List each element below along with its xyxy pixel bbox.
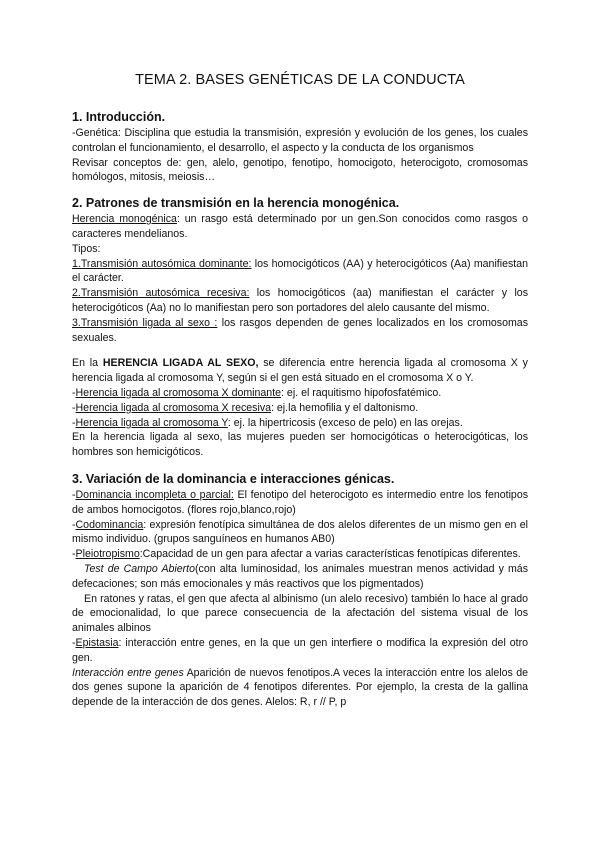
genetica-definition: -Genética: Disciplina que estudia la transmisión, expresión y evolución de los genes, los cuales controlan el funcionamiento, el desarrollo, el aspecto y la conducta de los organismos <box>72 127 528 154</box>
text: se diferencia entre herencia ligada al cromosoma X y herencia ligada al cromosoma Y, según si el gen está situado en el cromosoma X o Y. <box>72 357 528 385</box>
herencia-monogenica <box>72 212 528 242</box>
section-3-heading: 3. Variación de la dominancia e interacciones génicas. <box>72 471 395 486</box>
term: Herencia ligada al cromosoma Y <box>75 416 228 429</box>
dominancia-incompleta: -Dominancia incompleta o parcial: El fenotipo del heterocigoto es intermedio entre los fenotipos de ambos homocigotos. (flores rojo,blanco,rojo) <box>72 488 529 516</box>
text: En la <box>72 357 103 370</box>
term: Codominancia <box>75 518 144 531</box>
pleiotropismo: -Pleiotropismo:Capacidad de un gen para afectar a varias características fenotípicas diferentes. <box>72 548 521 561</box>
ratones-ratas: En ratones y ratas, el gen que afecta al albinismo (un alelo recesivo) también lo hace al grado de emocionalidad, lo que parece consecuencia de la afectación del sistema visual de los animales albinos <box>72 592 528 635</box>
definition: : ej. la hipertricosis (exceso de pelo) en las orejas. <box>227 416 463 429</box>
definition: El fenotipo del heterocigoto es intermedio entre los fenotipos de ambos homocigotos. (flores rojo,blanco,rojo) <box>72 488 529 516</box>
definition: : un rasgo está determinado por un gen.Son conocidos como rasgos o caracteres mendelianos. <box>72 213 528 240</box>
definition: los rasgos dependen de genes localizados en los cromosomas sexuales. <box>72 316 529 344</box>
italic-term: Interacción entre genes <box>72 666 184 679</box>
definition: los homocigóticos (AA) y heterocigóticos (Aa) manifiestan el carácter. <box>72 257 529 285</box>
ligada-x-dominante: -Herencia ligada al cromosoma X dominante: ej. el raquitismo hipofosfatémico. <box>72 386 442 399</box>
definition: : ej. el raquitismo hipofosfatémico. <box>281 386 442 399</box>
tipo-3 <box>72 316 528 346</box>
ligada-y: -Herencia ligada al cromosoma Y: ej. la hipertricosis (exceso de pelo) en las orejas. <box>72 416 463 429</box>
document-page <box>72 72 528 710</box>
mujeres-hombres: En la herencia ligada al sexo, las mujeres pueden ser homocigóticas o heterocigóticas, los hombres son hemicigóticos. <box>72 431 528 459</box>
herencia-ligada-sexo <box>72 356 528 386</box>
definition: : ej.la hemofilia y el daltonismo. <box>271 401 419 414</box>
bold-term: HERENCIA LIGADA AL SEXO, <box>102 357 259 370</box>
term: Pleiotropismo <box>75 548 140 561</box>
revisar-conceptos: Revisar conceptos de: gen, alelo, genotipo, fenotipo, homocigoto, heterocigoto, cromosomas homólogos, mitosis, meiosis… <box>72 156 528 184</box>
tipos-label: Tipos: <box>72 242 101 255</box>
tipo-2 <box>72 286 528 316</box>
italic-term: Test de Campo Abierto <box>84 562 196 575</box>
section-1-heading: 1. Introducción. <box>72 110 166 124</box>
definition: Aparición de nuevos fenotipos.A veces la interacción entre los alelos de dos genes supone la aparición de 4 fenotipos diferentes. Por ejemplo, la cresta de la gallina depende de la interacción de dos genes. Alelos: R, r // P, p <box>72 666 529 709</box>
term: Herencia ligada al cromosoma X recesiva <box>75 401 272 414</box>
tipo-1 <box>72 257 528 287</box>
term: 1.Transmisión autosómica dominante: <box>72 257 252 270</box>
definition: (con alta luminosidad, los animales muestran menos actividad y más defecaciones; son más emocionales y más reactivos que los pigmentados) <box>72 562 528 590</box>
codominancia: -Codominancia: expresión fenotípica simultánea de dos alelos diferentes de un mismo gen en el mismo individuo. (grupos sanguíneos en humanos AB0) <box>72 518 528 546</box>
definition: los homocigóticos (aa) manifiestan el carácter y los heterocigóticos (Aa) no lo manifiestan pero son portadores del alelo causante del mismo. <box>72 287 528 314</box>
epistasia: -Epistasia: interacción entre genes, en la que un gen interfiere o modifica la expresión del otro gen. <box>72 636 528 664</box>
definition: :Capacidad de un gen para afectar a varias características fenotípicas diferentes. <box>139 548 521 561</box>
test-campo-abierto <box>72 562 528 592</box>
ligada-x-recesiva: -Herencia ligada al cromosoma X recesiva: ej.la hemofilia y el daltonismo. <box>72 401 419 414</box>
term: 2.Transmisión autosómica recesiva: <box>72 287 250 300</box>
page-title: TEMA 2. BASES GENÉTICAS DE LA CONDUCTA <box>135 72 465 88</box>
term: Herencia ligada al cromosoma X dominante <box>75 386 282 399</box>
definition: : expresión fenotípica simultánea de dos alelos diferentes de un mismo gen en el mismo individuo. (grupos sanguíneos en humanos AB0) <box>72 518 528 546</box>
term: Dominancia incompleta o parcial: <box>75 488 234 501</box>
term: Epistasia <box>75 636 119 649</box>
interaccion-genes <box>72 666 528 710</box>
definition: : interacción entre genes, en la que un gen interfiere o modifica la expresión del otro gen. <box>72 636 528 664</box>
term: Herencia monogénica <box>72 213 177 226</box>
term: 3.Transmisión ligada al sexo : <box>72 316 218 329</box>
section-2-heading: 2. Patrones de transmisión en la herencia monogénica. <box>72 196 400 211</box>
